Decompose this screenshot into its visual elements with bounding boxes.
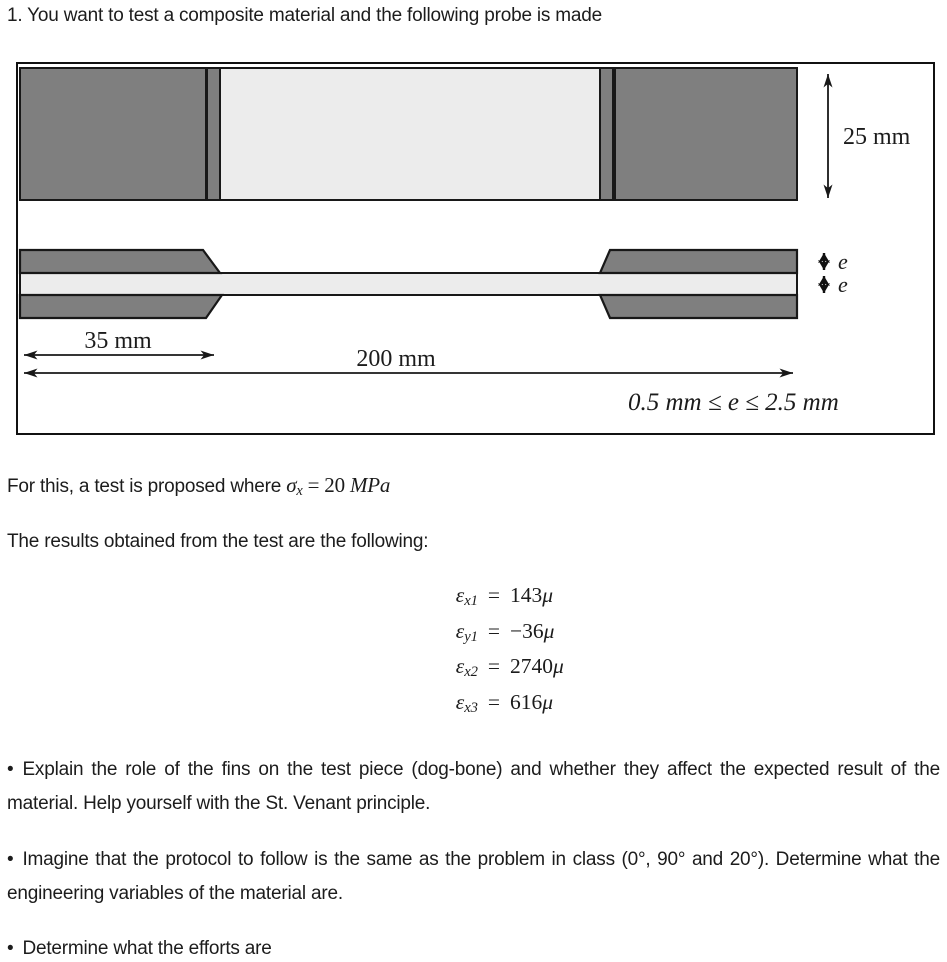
bullet-marker: • (7, 759, 14, 780)
laminate-thickness-label: e (838, 272, 848, 297)
side-view-bottom-right-tab (600, 295, 797, 318)
equals-sign: = (487, 690, 501, 715)
test-condition-sentence (7, 468, 940, 508)
thickness-range-note: 0.5 mm ≤ e ≤ 2.5 mm (628, 389, 839, 416)
top-view-left-tab (20, 68, 206, 200)
strain-value: 616 (510, 690, 543, 715)
results-heading: The results obtained from the test are the following: (7, 531, 429, 552)
test-condition-text: For this, a test is proposed where (7, 476, 287, 497)
strain-eq-row (430, 688, 564, 724)
specimen-figure (16, 62, 935, 435)
specimen-diagram (18, 64, 933, 433)
equals-sign: = (487, 654, 501, 679)
strain-symbol: $\varepsilon_{x1}$ (455, 583, 478, 610)
strain-eq-row (430, 652, 564, 688)
bullet-text: Imagine that the protocol to follow is the same as the problem in class (0°, 90° and 20°). Determine what the engineering variables of the material are. (7, 849, 940, 904)
bullet-marker: • (7, 849, 14, 870)
strain-eq-row (430, 617, 564, 653)
strain-unit: μ (542, 690, 554, 715)
sigma-x-equation: $\sigma_x = 20$ MPa (286, 473, 391, 500)
bullet-text: Determine what the efforts are (22, 938, 272, 959)
total-length-label: 200 mm (356, 346, 436, 372)
strain-symbol: $\varepsilon_{x3}$ (455, 690, 478, 717)
tab-length-label: 35 mm (84, 328, 152, 354)
strain-unit: μ (542, 583, 554, 607)
problem-title: 1. You want to test a composite material and the following probe is made (7, 5, 603, 26)
strain-symbol: $\varepsilon_{y1}$ (455, 618, 478, 645)
equals-sign: = (487, 583, 501, 607)
top-view-left-strip (207, 68, 220, 200)
strain-results-block (430, 581, 564, 724)
side-view-top-left-tab (20, 250, 220, 273)
strain-unit: μ (553, 654, 564, 679)
strain-value: −36 (510, 618, 544, 643)
bullet-marker: • (7, 938, 14, 959)
tab-thickness-label: e (838, 249, 848, 274)
top-view-right-strip (600, 68, 613, 200)
width-dimension-label: 25 mm (843, 124, 911, 150)
side-view-top-right-tab (600, 250, 797, 273)
strain-unit: μ (543, 618, 555, 643)
equals-sign: = (487, 618, 501, 643)
bullet-protocol (7, 843, 940, 911)
bullet-fins-role (7, 753, 940, 821)
strain-value: 2740 (510, 654, 553, 679)
bullet-text: Explain the role of the fins on the test piece (dog-bone) and whether they affect the expected result of the material. Help yourself with the St. Venant principle. (7, 759, 940, 814)
strain-eq-row (430, 581, 564, 617)
side-view-bottom-left-tab (20, 295, 222, 318)
bullet-efforts (7, 932, 940, 962)
side-view-laminate-strip (20, 273, 797, 295)
strain-value: 143 (510, 583, 543, 607)
top-view-right-tab (615, 68, 797, 200)
strain-symbol: $\varepsilon_{x2}$ (455, 654, 478, 681)
